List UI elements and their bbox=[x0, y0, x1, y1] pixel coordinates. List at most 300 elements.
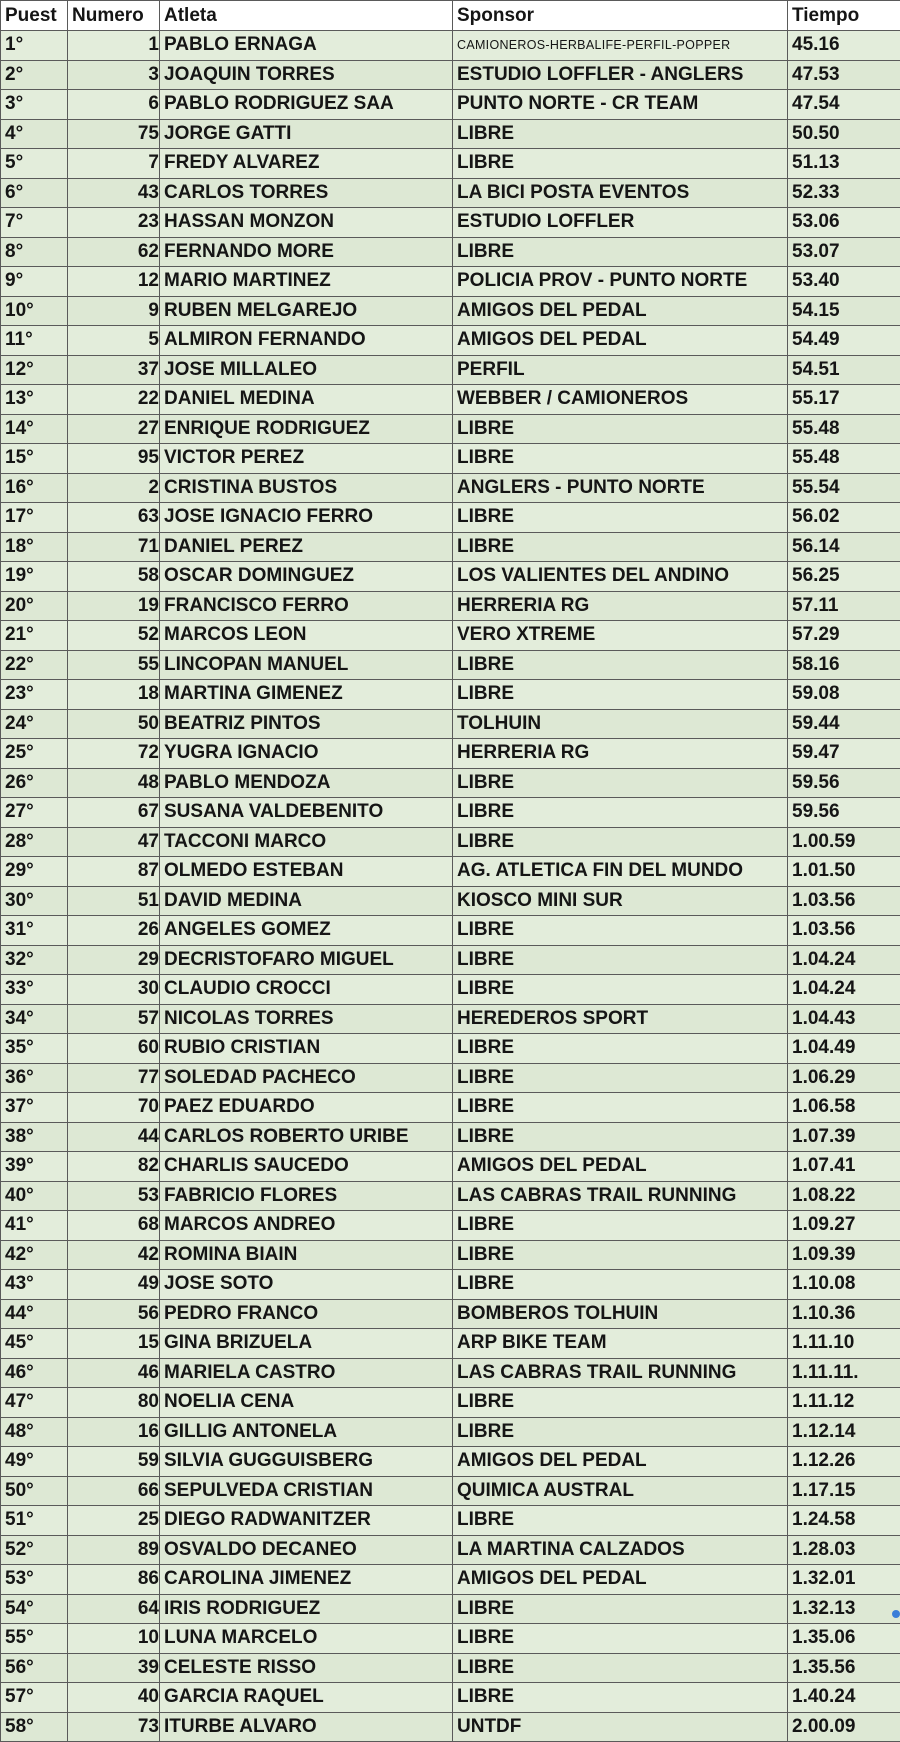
cell-time: 1.00.59 bbox=[788, 827, 900, 857]
cell-sponsor: LIBRE bbox=[453, 1506, 788, 1536]
cell-position: 7° bbox=[1, 208, 68, 238]
cell-number: 71 bbox=[68, 532, 160, 562]
cell-athlete: ROMINA BIAIN bbox=[160, 1240, 453, 1270]
table-body bbox=[1, 31, 900, 1742]
cell-number: 52 bbox=[68, 621, 160, 651]
cell-time: 59.47 bbox=[788, 739, 900, 769]
cell-time: 1.03.56 bbox=[788, 886, 900, 916]
cell-number: 22 bbox=[68, 385, 160, 415]
cell-time: 1.03.56 bbox=[788, 916, 900, 946]
cell-athlete: LINCOPAN MANUEL bbox=[160, 650, 453, 680]
cell-position: 22° bbox=[1, 650, 68, 680]
cell-position: 29° bbox=[1, 857, 68, 887]
table-row bbox=[1, 1653, 900, 1683]
table-row bbox=[1, 1358, 900, 1388]
table-row bbox=[1, 975, 900, 1005]
cell-position: 24° bbox=[1, 709, 68, 739]
table-row bbox=[1, 1388, 900, 1418]
table-row bbox=[1, 1565, 900, 1595]
table-row bbox=[1, 208, 900, 238]
cell-number: 86 bbox=[68, 1565, 160, 1595]
cell-athlete: SUSANA VALDEBENITO bbox=[160, 798, 453, 828]
cell-position: 36° bbox=[1, 1063, 68, 1093]
cell-sponsor: LIBRE bbox=[453, 768, 788, 798]
cell-number: 56 bbox=[68, 1299, 160, 1329]
cell-athlete: BEATRIZ PINTOS bbox=[160, 709, 453, 739]
cell-sponsor: PUNTO NORTE - CR TEAM bbox=[453, 90, 788, 120]
table-row bbox=[1, 414, 900, 444]
cell-number: 53 bbox=[68, 1181, 160, 1211]
cell-athlete: PABLO MENDOZA bbox=[160, 768, 453, 798]
cell-sponsor: AMIGOS DEL PEDAL bbox=[453, 326, 788, 356]
cell-number: 7 bbox=[68, 149, 160, 179]
cell-athlete: GINA BRIZUELA bbox=[160, 1329, 453, 1359]
cell-sponsor: LIBRE bbox=[453, 827, 788, 857]
cell-sponsor: VERO XTREME bbox=[453, 621, 788, 651]
cell-position: 3° bbox=[1, 90, 68, 120]
cell-position: 28° bbox=[1, 827, 68, 857]
cell-athlete: JORGE GATTI bbox=[160, 119, 453, 149]
cell-sponsor: LIBRE bbox=[453, 945, 788, 975]
cell-sponsor: LIBRE bbox=[453, 798, 788, 828]
cell-sponsor: POLICIA PROV - PUNTO NORTE bbox=[453, 267, 788, 297]
table-row bbox=[1, 562, 900, 592]
cell-position: 17° bbox=[1, 503, 68, 533]
cell-athlete: LUNA MARCELO bbox=[160, 1624, 453, 1654]
table-row bbox=[1, 532, 900, 562]
cell-athlete: SILVIA GUGGUISBERG bbox=[160, 1447, 453, 1477]
cell-position: 40° bbox=[1, 1181, 68, 1211]
header-sponsor: Sponsor bbox=[453, 1, 788, 31]
cell-sponsor: WEBBER / CAMIONEROS bbox=[453, 385, 788, 415]
cell-position: 32° bbox=[1, 945, 68, 975]
cell-position: 14° bbox=[1, 414, 68, 444]
cell-position: 53° bbox=[1, 1565, 68, 1595]
cell-time: 59.44 bbox=[788, 709, 900, 739]
cell-time: 1.04.49 bbox=[788, 1034, 900, 1064]
cell-sponsor: QUIMICA AUSTRAL bbox=[453, 1476, 788, 1506]
cell-athlete: CRISTINA BUSTOS bbox=[160, 473, 453, 503]
table-row bbox=[1, 385, 900, 415]
table-row bbox=[1, 1712, 900, 1742]
cell-sponsor: PERFIL bbox=[453, 355, 788, 385]
table-row bbox=[1, 1211, 900, 1241]
cell-time: 56.25 bbox=[788, 562, 900, 592]
cell-position: 57° bbox=[1, 1683, 68, 1713]
table-row bbox=[1, 31, 900, 61]
cell-sponsor: LIBRE bbox=[453, 916, 788, 946]
cell-position: 45° bbox=[1, 1329, 68, 1359]
cell-position: 49° bbox=[1, 1447, 68, 1477]
cell-sponsor: ARP BIKE TEAM bbox=[453, 1329, 788, 1359]
cell-position: 12° bbox=[1, 355, 68, 385]
cell-athlete: MARCOS ANDREO bbox=[160, 1211, 453, 1241]
cell-time: 1.35.56 bbox=[788, 1653, 900, 1683]
cell-athlete: JOAQUIN TORRES bbox=[160, 60, 453, 90]
table-row bbox=[1, 444, 900, 474]
cell-sponsor: AMIGOS DEL PEDAL bbox=[453, 1447, 788, 1477]
table-row bbox=[1, 60, 900, 90]
cell-position: 1° bbox=[1, 31, 68, 61]
cell-time: 54.15 bbox=[788, 296, 900, 326]
table-row bbox=[1, 149, 900, 179]
table-row bbox=[1, 1270, 900, 1300]
cell-time: 59.08 bbox=[788, 680, 900, 710]
cell-time: 55.48 bbox=[788, 414, 900, 444]
cell-athlete: HASSAN MONZON bbox=[160, 208, 453, 238]
cell-athlete: OSCAR DOMINGUEZ bbox=[160, 562, 453, 592]
cell-sponsor: LIBRE bbox=[453, 1122, 788, 1152]
cell-number: 64 bbox=[68, 1594, 160, 1624]
cell-position: 15° bbox=[1, 444, 68, 474]
cell-time: 47.54 bbox=[788, 90, 900, 120]
cell-sponsor: LIBRE bbox=[453, 1093, 788, 1123]
cell-time: 45.16 bbox=[788, 31, 900, 61]
table-row bbox=[1, 296, 900, 326]
cell-number: 73 bbox=[68, 1712, 160, 1742]
cell-sponsor: ESTUDIO LOFFLER bbox=[453, 208, 788, 238]
cell-time: 59.56 bbox=[788, 768, 900, 798]
table-row bbox=[1, 916, 900, 946]
cell-position: 21° bbox=[1, 621, 68, 651]
cell-time: 1.24.58 bbox=[788, 1506, 900, 1536]
cell-athlete: DECRISTOFARO MIGUEL bbox=[160, 945, 453, 975]
cell-number: 26 bbox=[68, 916, 160, 946]
cell-number: 57 bbox=[68, 1004, 160, 1034]
table-row bbox=[1, 1122, 900, 1152]
cell-position: 27° bbox=[1, 798, 68, 828]
cell-time: 57.29 bbox=[788, 621, 900, 651]
cell-time: 1.09.39 bbox=[788, 1240, 900, 1270]
cell-position: 20° bbox=[1, 591, 68, 621]
cell-time: 1.12.14 bbox=[788, 1417, 900, 1447]
cell-number: 72 bbox=[68, 739, 160, 769]
cell-time: 1.04.24 bbox=[788, 945, 900, 975]
table-row bbox=[1, 680, 900, 710]
cell-number: 66 bbox=[68, 1476, 160, 1506]
cell-position: 39° bbox=[1, 1152, 68, 1182]
cell-athlete: GARCIA RAQUEL bbox=[160, 1683, 453, 1713]
cell-number: 16 bbox=[68, 1417, 160, 1447]
cell-sponsor: LIBRE bbox=[453, 1270, 788, 1300]
table-row bbox=[1, 621, 900, 651]
cell-sponsor: LIBRE bbox=[453, 503, 788, 533]
cell-number: 43 bbox=[68, 178, 160, 208]
cell-time: 55.48 bbox=[788, 444, 900, 474]
table-row bbox=[1, 1152, 900, 1182]
cell-time: 1.28.03 bbox=[788, 1535, 900, 1565]
cell-position: 35° bbox=[1, 1034, 68, 1064]
cell-number: 27 bbox=[68, 414, 160, 444]
cell-position: 38° bbox=[1, 1122, 68, 1152]
header-athlete: Atleta bbox=[160, 1, 453, 31]
cell-position: 5° bbox=[1, 149, 68, 179]
cell-time: 1.10.08 bbox=[788, 1270, 900, 1300]
table-row bbox=[1, 886, 900, 916]
header-number: Numero bbox=[68, 1, 160, 31]
cell-time: 50.50 bbox=[788, 119, 900, 149]
cell-athlete: JOSE SOTO bbox=[160, 1270, 453, 1300]
cell-sponsor: LIBRE bbox=[453, 119, 788, 149]
cell-athlete: CARLOS TORRES bbox=[160, 178, 453, 208]
cell-time: 53.40 bbox=[788, 267, 900, 297]
cell-time: 1.04.43 bbox=[788, 1004, 900, 1034]
table-row bbox=[1, 1004, 900, 1034]
cell-number: 55 bbox=[68, 650, 160, 680]
cell-athlete: PAEZ EDUARDO bbox=[160, 1093, 453, 1123]
table-row bbox=[1, 237, 900, 267]
cell-sponsor: LIBRE bbox=[453, 414, 788, 444]
cell-athlete: CHARLIS SAUCEDO bbox=[160, 1152, 453, 1182]
cell-number: 23 bbox=[68, 208, 160, 238]
header-row bbox=[1, 1, 900, 31]
cell-sponsor: HERRERIA RG bbox=[453, 739, 788, 769]
cell-sponsor: LIBRE bbox=[453, 444, 788, 474]
cell-time: 57.11 bbox=[788, 591, 900, 621]
cell-time: 1.12.26 bbox=[788, 1447, 900, 1477]
cell-time: 1.07.39 bbox=[788, 1122, 900, 1152]
cell-sponsor: LIBRE bbox=[453, 1240, 788, 1270]
cell-sponsor: LIBRE bbox=[453, 1624, 788, 1654]
cell-position: 16° bbox=[1, 473, 68, 503]
table-row bbox=[1, 1476, 900, 1506]
cell-athlete: MARTINA GIMENEZ bbox=[160, 680, 453, 710]
cell-time: 51.13 bbox=[788, 149, 900, 179]
cell-time: 1.17.15 bbox=[788, 1476, 900, 1506]
table-row bbox=[1, 178, 900, 208]
cell-number: 87 bbox=[68, 857, 160, 887]
cell-number: 19 bbox=[68, 591, 160, 621]
cell-number: 59 bbox=[68, 1447, 160, 1477]
cell-time: 56.14 bbox=[788, 532, 900, 562]
cell-time: 54.51 bbox=[788, 355, 900, 385]
cell-number: 60 bbox=[68, 1034, 160, 1064]
cell-number: 5 bbox=[68, 326, 160, 356]
cell-sponsor: AMIGOS DEL PEDAL bbox=[453, 1152, 788, 1182]
cell-sponsor: LIBRE bbox=[453, 1594, 788, 1624]
table-row bbox=[1, 267, 900, 297]
cell-athlete: DANIEL PEREZ bbox=[160, 532, 453, 562]
cell-number: 15 bbox=[68, 1329, 160, 1359]
cell-number: 6 bbox=[68, 90, 160, 120]
cell-sponsor: LA MARTINA CALZADOS bbox=[453, 1535, 788, 1565]
cell-time: 52.33 bbox=[788, 178, 900, 208]
cell-position: 31° bbox=[1, 916, 68, 946]
cell-athlete: MARIO MARTINEZ bbox=[160, 267, 453, 297]
table-row bbox=[1, 1594, 900, 1624]
cell-sponsor: AMIGOS DEL PEDAL bbox=[453, 1565, 788, 1595]
cell-sponsor: LIBRE bbox=[453, 1653, 788, 1683]
cell-position: 30° bbox=[1, 886, 68, 916]
cell-athlete: CAROLINA JIMENEZ bbox=[160, 1565, 453, 1595]
cell-athlete: CLAUDIO CROCCI bbox=[160, 975, 453, 1005]
cell-position: 44° bbox=[1, 1299, 68, 1329]
cell-time: 1.07.41 bbox=[788, 1152, 900, 1182]
table-row bbox=[1, 503, 900, 533]
table-row bbox=[1, 739, 900, 769]
cell-athlete: ANGELES GOMEZ bbox=[160, 916, 453, 946]
table-row bbox=[1, 119, 900, 149]
cell-number: 62 bbox=[68, 237, 160, 267]
cell-position: 8° bbox=[1, 237, 68, 267]
cell-position: 18° bbox=[1, 532, 68, 562]
cell-sponsor: LA BICI POSTA EVENTOS bbox=[453, 178, 788, 208]
cell-sponsor: ANGLERS - PUNTO NORTE bbox=[453, 473, 788, 503]
cell-athlete: DIEGO RADWANITZER bbox=[160, 1506, 453, 1536]
cell-athlete: CARLOS ROBERTO URIBE bbox=[160, 1122, 453, 1152]
cell-sponsor: LOS VALIENTES DEL ANDINO bbox=[453, 562, 788, 592]
table-row bbox=[1, 650, 900, 680]
cell-position: 47° bbox=[1, 1388, 68, 1418]
cell-number: 12 bbox=[68, 267, 160, 297]
cell-athlete: DAVID MEDINA bbox=[160, 886, 453, 916]
cell-number: 82 bbox=[68, 1152, 160, 1182]
cell-number: 51 bbox=[68, 886, 160, 916]
cell-athlete: MARCOS LEON bbox=[160, 621, 453, 651]
cell-time: 1.04.24 bbox=[788, 975, 900, 1005]
table-row bbox=[1, 1447, 900, 1477]
cell-time: 1.11.12 bbox=[788, 1388, 900, 1418]
cell-position: 37° bbox=[1, 1093, 68, 1123]
cell-position: 6° bbox=[1, 178, 68, 208]
cell-time: 1.32.01 bbox=[788, 1565, 900, 1595]
cell-position: 10° bbox=[1, 296, 68, 326]
cell-number: 25 bbox=[68, 1506, 160, 1536]
cell-athlete: CELESTE RISSO bbox=[160, 1653, 453, 1683]
cell-sponsor: UNTDF bbox=[453, 1712, 788, 1742]
table-row bbox=[1, 945, 900, 975]
table-row bbox=[1, 1240, 900, 1270]
table-header bbox=[1, 1, 900, 31]
cell-position: 46° bbox=[1, 1358, 68, 1388]
cell-number: 75 bbox=[68, 119, 160, 149]
cell-athlete: ITURBE ALVARO bbox=[160, 1712, 453, 1742]
cell-position: 26° bbox=[1, 768, 68, 798]
cell-time: 55.17 bbox=[788, 385, 900, 415]
cell-time: 53.06 bbox=[788, 208, 900, 238]
cell-number: 63 bbox=[68, 503, 160, 533]
cell-sponsor: LIBRE bbox=[453, 650, 788, 680]
cell-time: 58.16 bbox=[788, 650, 900, 680]
cell-position: 4° bbox=[1, 119, 68, 149]
cell-athlete: ENRIQUE RODRIGUEZ bbox=[160, 414, 453, 444]
table-row bbox=[1, 1624, 900, 1654]
table-row bbox=[1, 1299, 900, 1329]
cell-sponsor: LIBRE bbox=[453, 975, 788, 1005]
header-time: Tiempo bbox=[788, 1, 900, 31]
cell-sponsor: ESTUDIO LOFFLER - ANGLERS bbox=[453, 60, 788, 90]
cell-athlete: IRIS RODRIGUEZ bbox=[160, 1594, 453, 1624]
cell-position: 41° bbox=[1, 1211, 68, 1241]
cell-number: 50 bbox=[68, 709, 160, 739]
cell-athlete: RUBIO CRISTIAN bbox=[160, 1034, 453, 1064]
cell-number: 58 bbox=[68, 562, 160, 592]
cell-athlete: FABRICIO FLORES bbox=[160, 1181, 453, 1211]
cell-sponsor: LAS CABRAS TRAIL RUNNING bbox=[453, 1181, 788, 1211]
header-position: Puest bbox=[1, 1, 68, 31]
cell-position: 13° bbox=[1, 385, 68, 415]
cell-number: 80 bbox=[68, 1388, 160, 1418]
cell-time: 1.11.10 bbox=[788, 1329, 900, 1359]
cell-number: 18 bbox=[68, 680, 160, 710]
cell-time: 1.08.22 bbox=[788, 1181, 900, 1211]
cell-time: 1.32.13 bbox=[788, 1594, 900, 1624]
cell-sponsor: LIBRE bbox=[453, 1034, 788, 1064]
cell-athlete: SEPULVEDA CRISTIAN bbox=[160, 1476, 453, 1506]
cell-time: 1.06.58 bbox=[788, 1093, 900, 1123]
cell-athlete: JOSE MILLALEO bbox=[160, 355, 453, 385]
cell-sponsor: LIBRE bbox=[453, 1388, 788, 1418]
cell-number: 95 bbox=[68, 444, 160, 474]
table-row bbox=[1, 857, 900, 887]
cell-sponsor: BOMBEROS TOLHUIN bbox=[453, 1299, 788, 1329]
cell-position: 52° bbox=[1, 1535, 68, 1565]
scroll-indicator-dot bbox=[892, 1610, 900, 1618]
cell-athlete: RUBEN MELGAREJO bbox=[160, 296, 453, 326]
table-row bbox=[1, 1535, 900, 1565]
cell-sponsor: HEREDEROS SPORT bbox=[453, 1004, 788, 1034]
cell-athlete: FERNANDO MORE bbox=[160, 237, 453, 267]
cell-position: 51° bbox=[1, 1506, 68, 1536]
cell-number: 29 bbox=[68, 945, 160, 975]
cell-number: 77 bbox=[68, 1063, 160, 1093]
cell-number: 37 bbox=[68, 355, 160, 385]
cell-position: 23° bbox=[1, 680, 68, 710]
cell-athlete: PABLO ERNAGA bbox=[160, 31, 453, 61]
cell-athlete: OLMEDO ESTEBAN bbox=[160, 857, 453, 887]
cell-sponsor: LIBRE bbox=[453, 1417, 788, 1447]
cell-time: 1.11.11. bbox=[788, 1358, 900, 1388]
cell-position: 11° bbox=[1, 326, 68, 356]
cell-sponsor: LIBRE bbox=[453, 1063, 788, 1093]
cell-athlete: NOELIA CENA bbox=[160, 1388, 453, 1418]
cell-position: 34° bbox=[1, 1004, 68, 1034]
cell-number: 3 bbox=[68, 60, 160, 90]
cell-sponsor: LIBRE bbox=[453, 1211, 788, 1241]
cell-sponsor: LIBRE bbox=[453, 237, 788, 267]
cell-athlete: PABLO RODRIGUEZ SAA bbox=[160, 90, 453, 120]
table-row bbox=[1, 709, 900, 739]
table-row bbox=[1, 1506, 900, 1536]
cell-position: 50° bbox=[1, 1476, 68, 1506]
cell-sponsor: AG. ATLETICA FIN DEL MUNDO bbox=[453, 857, 788, 887]
cell-position: 43° bbox=[1, 1270, 68, 1300]
cell-time: 53.07 bbox=[788, 237, 900, 267]
cell-number: 89 bbox=[68, 1535, 160, 1565]
cell-athlete: FREDY ALVAREZ bbox=[160, 149, 453, 179]
cell-number: 70 bbox=[68, 1093, 160, 1123]
cell-number: 10 bbox=[68, 1624, 160, 1654]
table-row bbox=[1, 1034, 900, 1064]
cell-number: 9 bbox=[68, 296, 160, 326]
cell-position: 42° bbox=[1, 1240, 68, 1270]
cell-athlete: ALMIRON FERNANDO bbox=[160, 326, 453, 356]
cell-athlete: PEDRO FRANCO bbox=[160, 1299, 453, 1329]
cell-number: 30 bbox=[68, 975, 160, 1005]
cell-sponsor: LAS CABRAS TRAIL RUNNING bbox=[453, 1358, 788, 1388]
cell-sponsor: AMIGOS DEL PEDAL bbox=[453, 296, 788, 326]
table-row bbox=[1, 1417, 900, 1447]
cell-sponsor: LIBRE bbox=[453, 149, 788, 179]
cell-number: 49 bbox=[68, 1270, 160, 1300]
cell-position: 9° bbox=[1, 267, 68, 297]
table-row bbox=[1, 827, 900, 857]
cell-time: 59.56 bbox=[788, 798, 900, 828]
cell-number: 42 bbox=[68, 1240, 160, 1270]
cell-athlete: OSVALDO DECANEO bbox=[160, 1535, 453, 1565]
cell-athlete: JOSE IGNACIO FERRO bbox=[160, 503, 453, 533]
cell-position: 58° bbox=[1, 1712, 68, 1742]
